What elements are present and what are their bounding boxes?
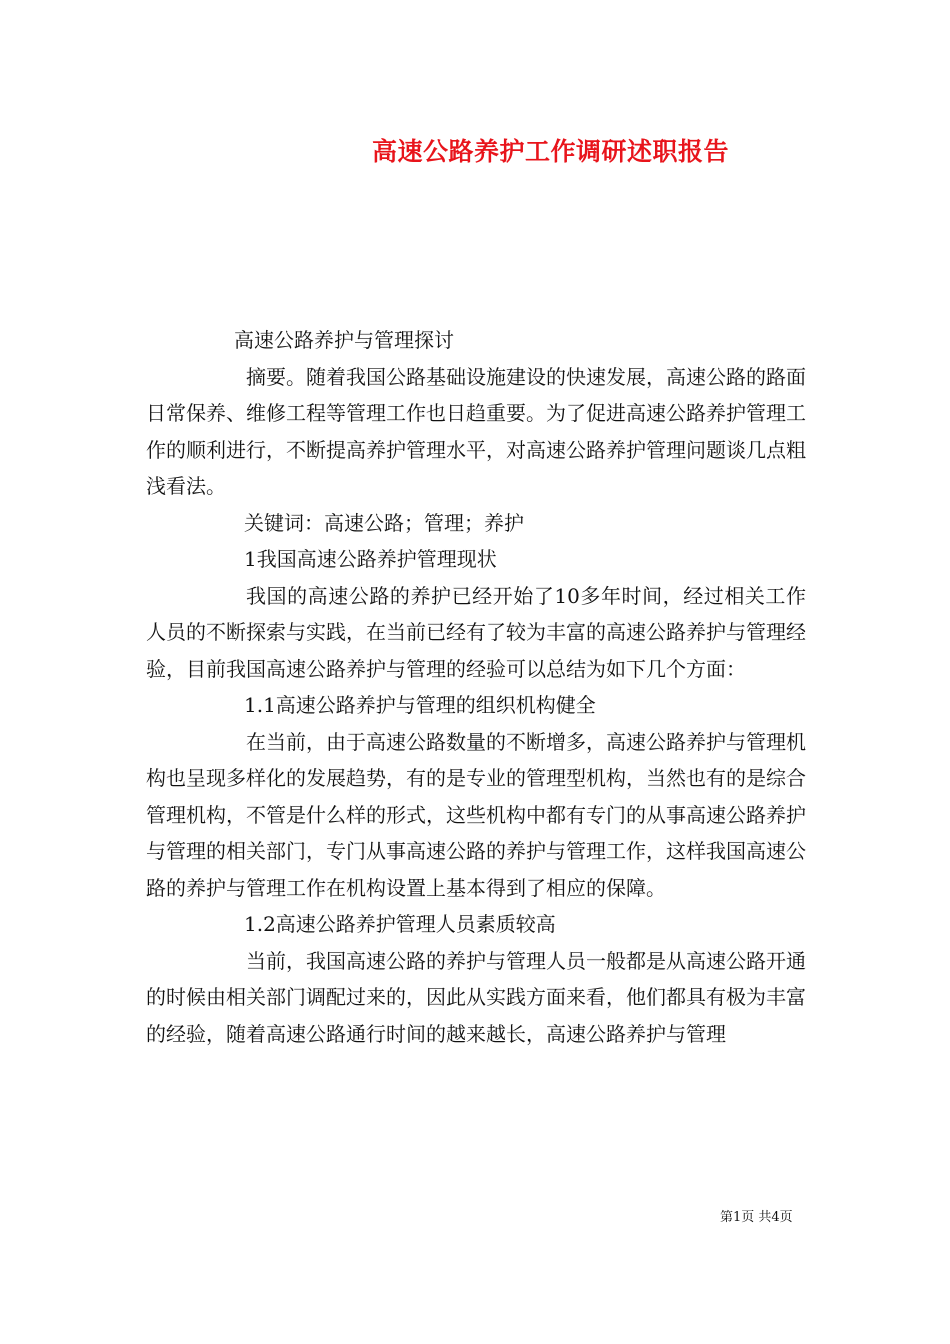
section-1-heading: 1我国高速公路养护管理现状	[244, 547, 497, 571]
section-1-2-heading: 1.2高速公路养护管理人员素质较高	[244, 912, 556, 936]
subtitle: 高速公路养护与管理探讨	[234, 328, 454, 352]
section-1-2-paragraph: 当前，我国高速公路的养护与管理人员一般都是从高速公路开通的时候由相关部门调配过来的，因此从实践方面来看，他们都具有极为丰富的经验，随着高速公路通行时间的越来越长，高速公路养护与管理	[146, 948, 806, 1046]
section-1-1-paragraph: 在当前，由于高速公路数量的不断增多，高速公路养护与管理机构也呈现多样化的发展趋势，有的是专业的管理型机构，当然也有的是综合管理机构，不管是什么样的形式，这些机构中都有专门的从事高速公路养护与管理的相关部门，专门从事高速公路的养护与管理工作，这样我国高速公路的养护与管理工作在机构设置上基本得到了相应的保障。	[146, 729, 806, 900]
document-title: 高速公路养护工作调研述职报告	[372, 137, 730, 166]
section-1-paragraph: 我国的高速公路的养护已经开始了10多年时间，经过相关工作人员的不断探索与实践，在当前已经有了较为丰富的高速公路养护与管理经验，目前我国高速公路养护与管理的经验可以总结为如下几个方面：	[146, 583, 806, 681]
section-1-1-heading: 1.1高速公路养护与管理的组织机构健全	[244, 693, 596, 717]
keywords: 关键词：高速公路；管理；养护	[244, 510, 524, 535]
page-number-footer: 第1页 共4页	[720, 1210, 793, 1225]
abstract-paragraph: 摘要。随着我国公路基础设施建设的快速发展，高速公路的路面日常保养、维修工程等管理工作也日趋重要。为了促进高速公路养护管理工作的顺利进行，不断提高养护管理水平，对高速公路养护管理问题谈几点粗浅看法。	[146, 364, 806, 498]
document-body	[146, 322, 806, 1052]
